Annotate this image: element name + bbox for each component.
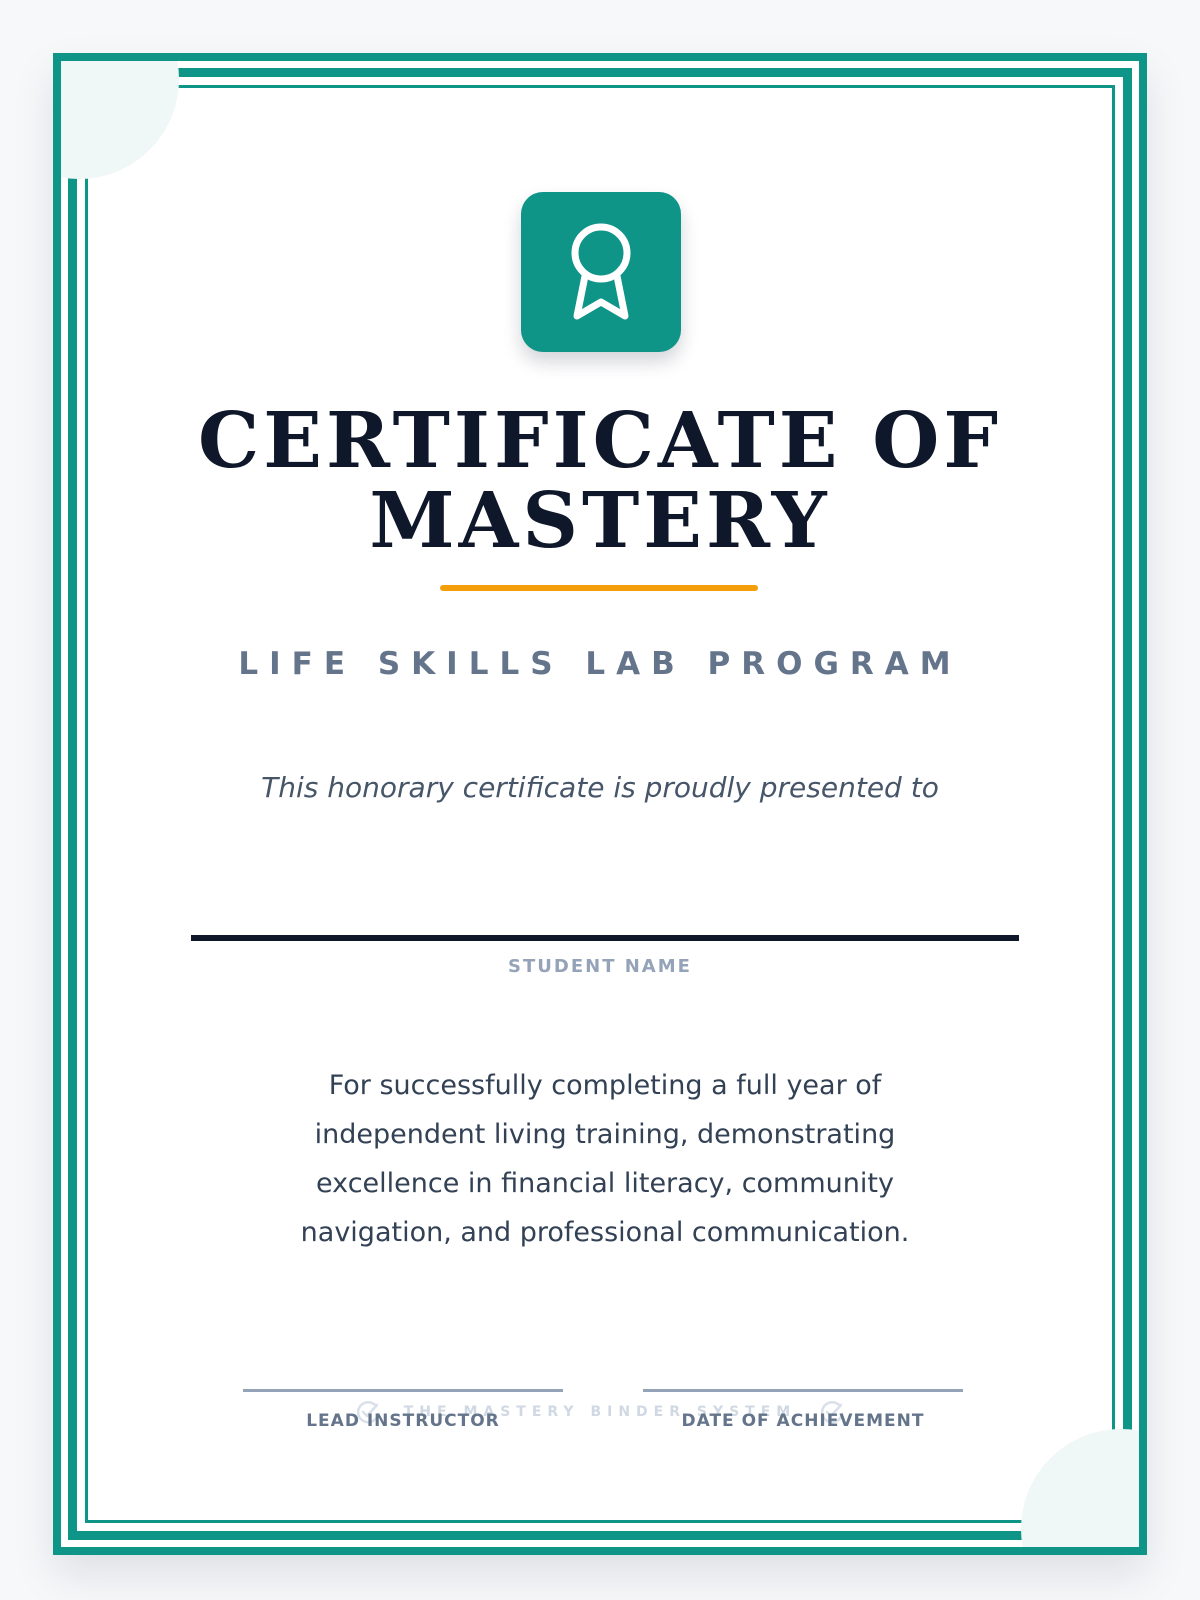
student-name-line <box>191 935 1019 941</box>
program-name: LIFE SKILLS LAB PROGRAM <box>238 646 962 682</box>
lead-instructor-label: LEAD INSTRUCTOR <box>306 1411 500 1431</box>
certificate-title <box>61 396 1139 566</box>
title-line-2: MASTERY <box>369 476 831 566</box>
date-of-achievement-label: DATE OF ACHIEVEMENT <box>681 1411 925 1431</box>
date-signature-line <box>643 1389 963 1392</box>
certificate-page <box>53 53 1147 1555</box>
title-line-1: CERTIFICATE OF <box>198 396 1002 486</box>
achievement-description: For successfully completing a full year of independent living training, demonstrating excellence in financial literacy, community navigation, and professional communication. <box>300 1070 910 1248</box>
student-name-label: STUDENT NAME <box>508 956 692 977</box>
watermark-text: THE MASTERY BINDER SYSTEM <box>403 1404 797 1420</box>
presented-text: This honorary certificate is proudly presented to <box>261 771 939 804</box>
title-underline <box>440 585 758 591</box>
watermark <box>61 1398 1139 1426</box>
award-badge <box>521 192 681 352</box>
instructor-signature-line <box>243 1389 563 1392</box>
award-ribbon-icon <box>565 220 637 324</box>
